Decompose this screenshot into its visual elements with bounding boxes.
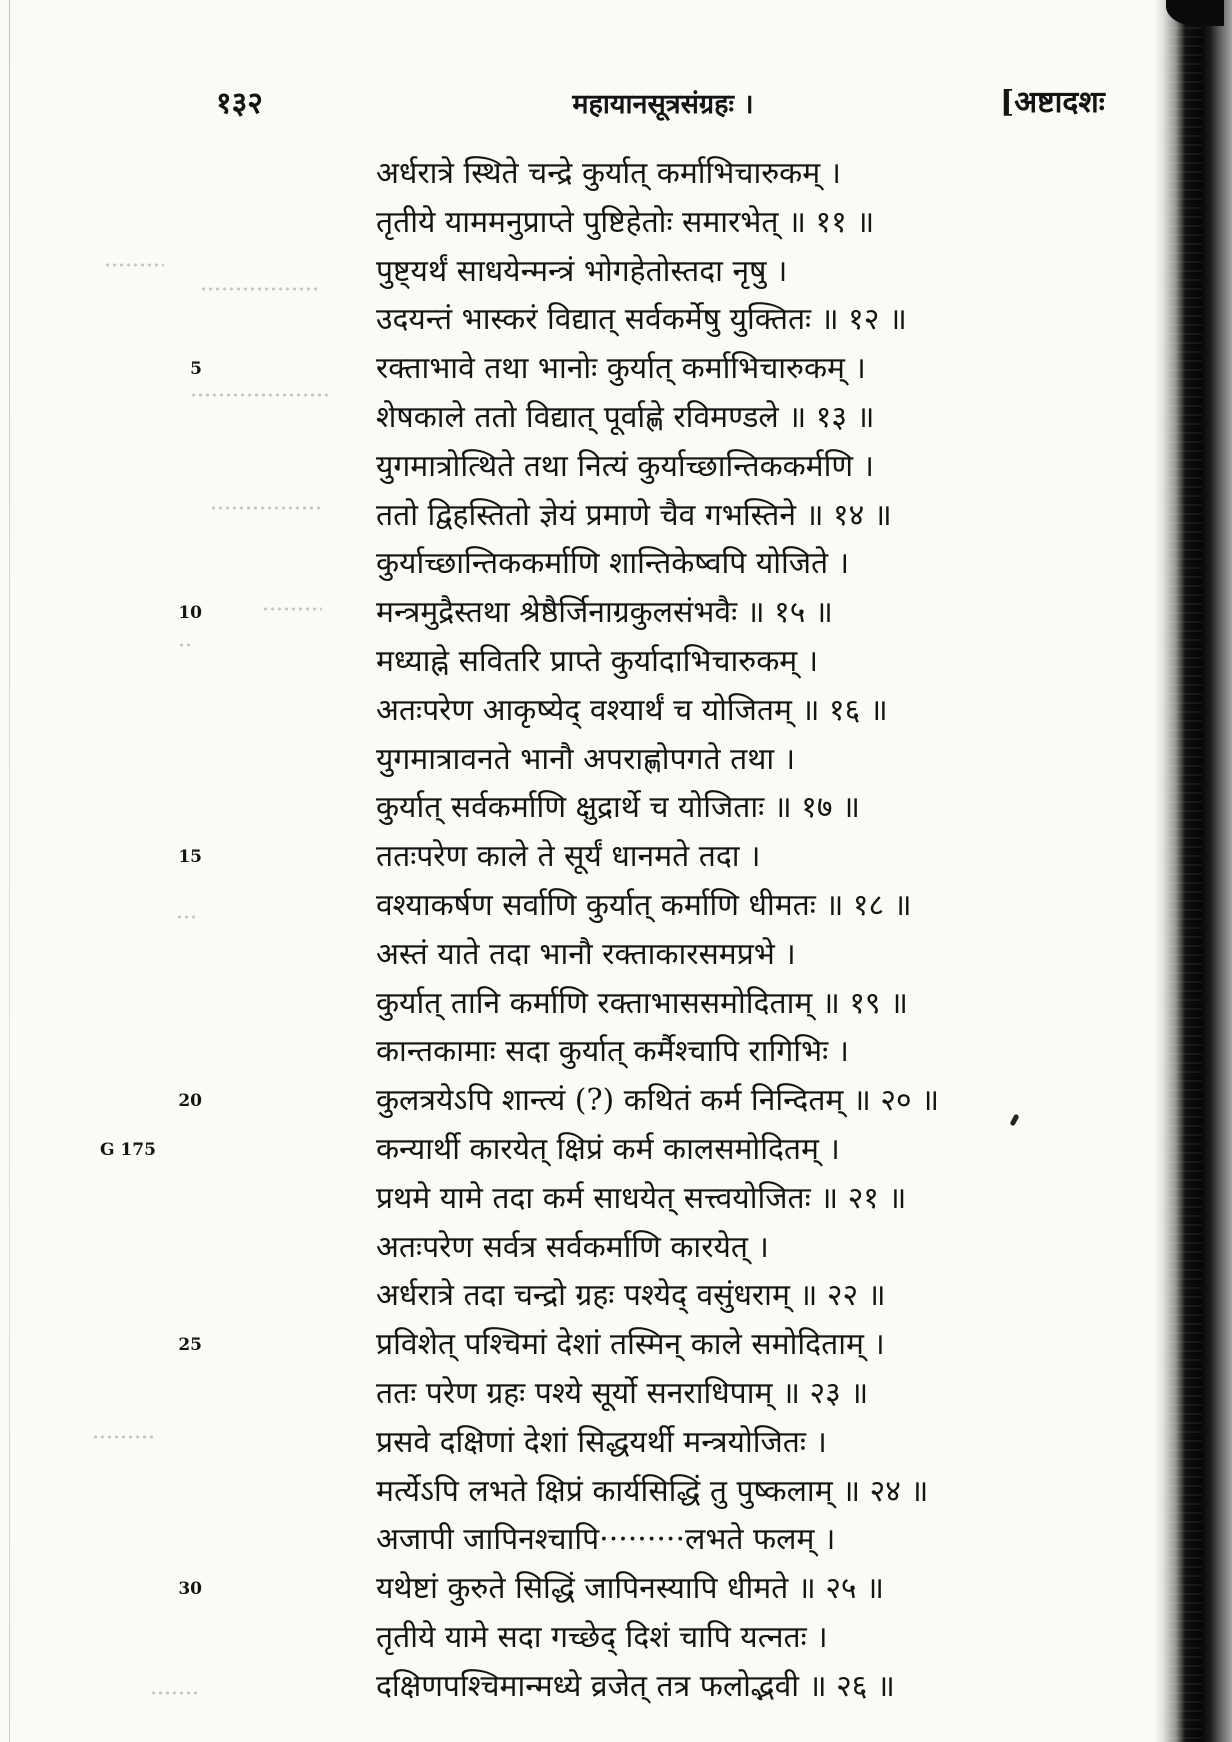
verse-line	[0, 1175, 1160, 1224]
margin-line-number: 25	[178, 1335, 202, 1356]
verse-line-text: मध्याह्ने सवितरि प्राप्ते कुर्यादाभिचारुकम् ।	[376, 643, 819, 679]
verse-line	[0, 199, 1160, 248]
verse-line	[0, 345, 1160, 394]
verse-line-text: अस्तं याते तदा भानौ रक्ताकारसमप्रभे ।	[376, 936, 796, 972]
verse-line	[0, 833, 1160, 882]
verse-line	[0, 1224, 1160, 1273]
verse-line-text: मर्त्येऽपि लभते क्षिप्रं कार्यसिद्धिं तु पुष्कलाम् ॥ २४ ॥	[376, 1473, 929, 1509]
verse-line-text: तृतीये याममनुप्राप्ते पुष्टिहेतोः समारभेत् ॥ ११ ॥	[376, 204, 875, 240]
verse-line	[0, 589, 1160, 638]
verse-line	[0, 1565, 1160, 1614]
verse-line-text: प्रथमे यामे तदा कर्म साधयेत् सत्त्वयोजितः ॥ २१ ॥	[376, 1180, 907, 1216]
verse-line-text: अर्धरात्रे स्थिते चन्द्रे कुर्यात् कर्माभिचारुकम् ।	[376, 156, 842, 191]
verse-line	[0, 248, 1160, 297]
margin-line-number: 30	[178, 1579, 202, 1600]
verse-line-text: अतःपरेण सर्वत्र सर्वकर्माणि कारयेत् ।	[376, 1229, 769, 1265]
verse-line	[0, 687, 1160, 736]
verse-line	[0, 980, 1160, 1029]
verse-line-text: अजापी जापिनश्चापि·········लभते फलम् ।	[376, 1522, 836, 1558]
verse-line-text: रक्ताभावे तथा भानोः कुर्यात् कर्माभिचारुकम् ।	[376, 351, 866, 387]
verse-line-text: कुर्यात् सर्वकर्माणि क्षुद्रार्थे च योजिताः ॥ १७ ॥	[376, 790, 860, 826]
verse-line	[0, 296, 1160, 345]
verse-line	[0, 394, 1160, 443]
verse-line	[0, 882, 1160, 931]
verse-line	[0, 1321, 1160, 1370]
page-number: १३२	[216, 86, 263, 121]
verse-line	[0, 1419, 1160, 1468]
verse-line	[0, 1272, 1160, 1321]
verse-line	[0, 1614, 1160, 1663]
verse-line	[0, 1028, 1160, 1077]
binding-texture	[1162, 0, 1202, 1742]
verse-line	[0, 638, 1160, 687]
verse-line	[0, 492, 1160, 541]
verse-line-text: शेषकाले ततो विद्यात् पूर्वाह्णे रविमण्डले ॥ १३ ॥	[376, 399, 875, 435]
verse-line-text: कुलत्रयेऽपि शान्त्यं (?) कथितं कर्म निन्दितम् ॥ २० ॥	[376, 1083, 940, 1119]
margin-line-number: 5	[190, 359, 202, 380]
verse-line-text: अतःपरेण आकृष्येद् वश्यार्थं च योजितम् ॥ १६ ॥	[376, 692, 888, 728]
verse-line-text: अर्धरात्रे तदा चन्द्रो ग्रहः पश्येद् वसुंधराम् ॥ २२ ॥	[376, 1278, 886, 1314]
verse-line	[0, 150, 1160, 199]
verse-line	[0, 784, 1160, 833]
verse-line	[0, 1516, 1160, 1565]
running-title: महायानसूत्रसंग्रहः ।	[572, 89, 754, 120]
verse-line	[0, 1077, 1160, 1126]
verse-line-text: ततः परेण ग्रहः पश्ये सूर्यो सनराधिपाम् ॥ २३ ॥	[376, 1375, 869, 1411]
edition-page-reference: G 175	[100, 1139, 156, 1160]
verse-line-text: मन्त्रमुद्रैस्तथा श्रेष्ठैर्जिनाग्रकुलसंभवैः ॥ १५ ॥	[376, 595, 833, 631]
verse-line-text: वश्याकर्षण सर्वाणि कुर्यात् कर्माणि धीमतः ॥ १८ ॥	[376, 887, 912, 923]
verse-line-text: कुर्याच्छान्तिककर्माणि शान्तिकेष्वपि योजिते ।	[376, 546, 850, 582]
verse-line-text: यथेष्टां कुरुते सिद्धिं जापिनस्यापि धीमते ॥ २५ ॥	[376, 1571, 885, 1607]
verse-line-text: युगमात्रोत्थिते तथा नित्यं कुर्याच्छान्तिककर्मणि ।	[376, 448, 874, 484]
verse-line	[0, 931, 1160, 980]
margin-line-number: 20	[178, 1091, 202, 1112]
chapter-heading: [अष्टादशः	[1000, 85, 1105, 120]
verse-line-text: युगमात्रावनते भानौ अपराह्णोपगते तथा ।	[376, 741, 796, 777]
verse-line-text: प्रसवे दक्षिणां देशां सिद्धयर्थी मन्त्रयोजितः ।	[376, 1424, 827, 1460]
verse-line	[0, 1126, 1160, 1175]
verse-line	[0, 1370, 1160, 1419]
verse-line-text: दक्षिणपश्चिमान्मध्ये व्रजेत् तत्र फलोद्भवी ॥ २६ ॥	[376, 1668, 895, 1704]
verse-line-text: कान्तकामाः सदा कुर्यात् कर्मैश्चापि रागिभिः ।	[376, 1034, 850, 1070]
verse-line	[0, 736, 1160, 785]
verse-text	[0, 150, 1160, 1712]
verse-line-text: कन्यार्थी कारयेत् क्षिप्रं कर्म कालसमोदितम् ।	[376, 1131, 840, 1167]
margin-line-number: 15	[178, 847, 202, 868]
verse-line-text: ततो द्विहस्तितो ज्ञेयं प्रमाणे चैव गभस्तिने ॥ १४ ॥	[376, 497, 892, 533]
verse-line-text: प्रविशेत् पश्चिमां देशां तस्मिन् काले समोदिताम् ।	[376, 1327, 885, 1363]
verse-line-text: तृतीये यामे सदा गच्छेद् दिशं चापि यत्नतः ।	[376, 1619, 828, 1655]
verse-line-text: कुर्यात् तानि कर्माणि रक्ताभाससमोदिताम् ॥ १९ ॥	[376, 985, 909, 1021]
margin-line-number: 10	[178, 603, 202, 624]
verse-line	[0, 1468, 1160, 1517]
verse-line	[0, 1663, 1160, 1712]
verse-line-text: पुष्ट्यर्थं साधयेन्मन्त्रं भोगहेतोस्तदा नृषु ।	[376, 253, 788, 289]
verse-line-text: ततःपरेण काले ते सूर्यं धानमते तदा ।	[376, 839, 761, 875]
verse-line	[0, 540, 1160, 589]
verse-line-text: उदयन्तं भास्करं विद्यात् सर्वकर्मेषु युक्तितः ॥ १२ ॥	[376, 302, 907, 338]
verse-line	[0, 443, 1160, 492]
